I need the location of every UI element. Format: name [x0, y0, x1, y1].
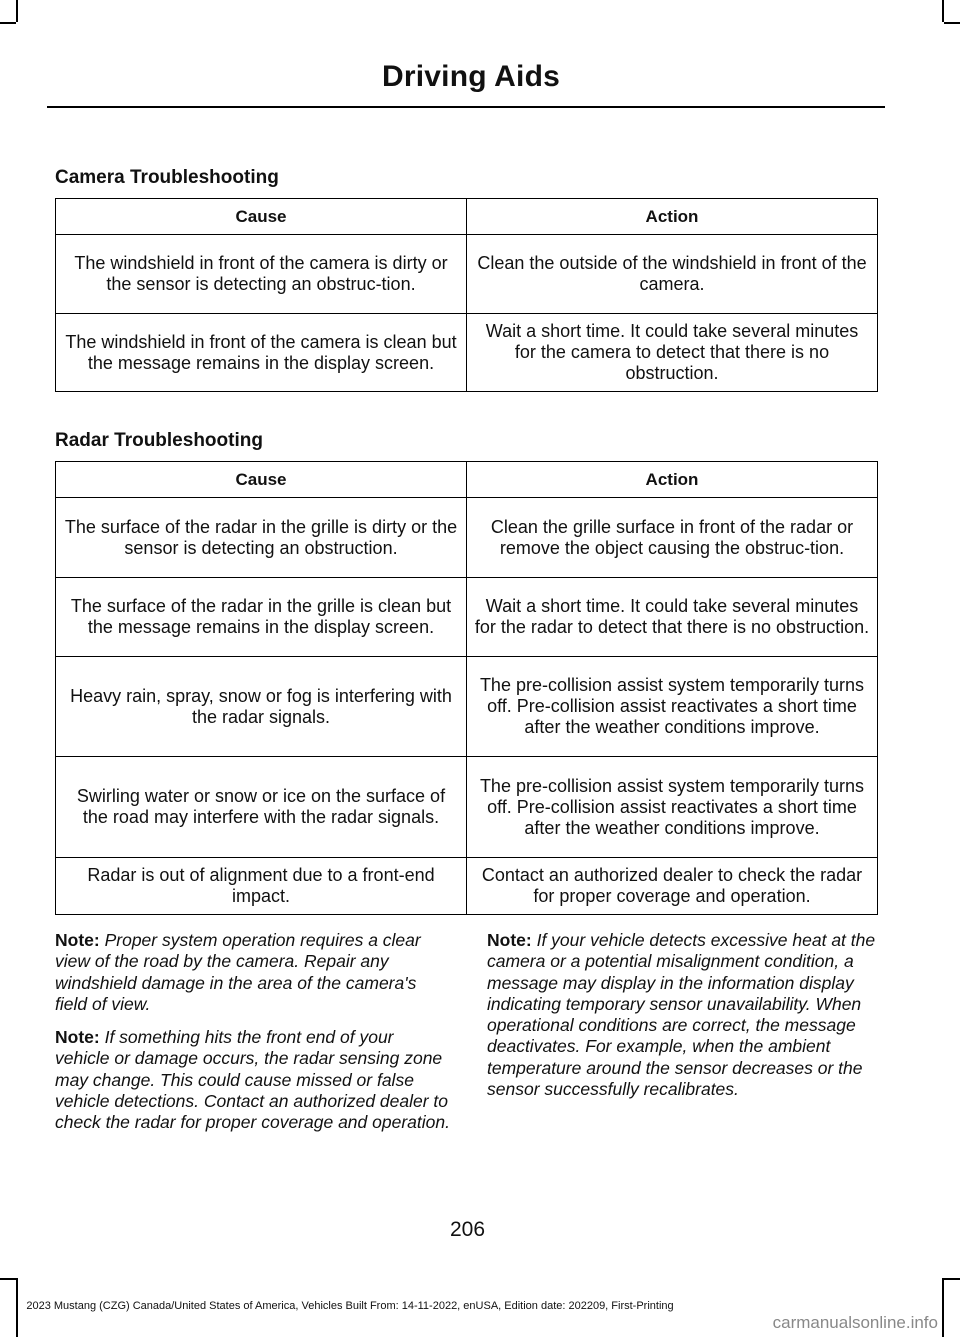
- cause-cell: The windshield in front of the camera is clean but the message remains in the display screen.: [56, 314, 467, 392]
- camera-troubleshooting-table: [55, 198, 878, 392]
- watermark: carmanualsonline.info: [772, 1313, 938, 1332]
- cause-cell: The surface of the radar in the grille is dirty or the sensor is detecting an obstruction.: [56, 498, 467, 578]
- table-row: [56, 235, 878, 314]
- action-cell: The pre-collision assist system temporarily turns off. Pre-collision assist reactivates a short time after the weather conditions improve.: [467, 657, 878, 757]
- cause-cell: Heavy rain, spray, snow or fog is interfering with the radar signals.: [56, 657, 467, 757]
- cause-cell: Swirling water or snow or ice on the surface of the road may interfere with the radar signals.: [56, 757, 467, 858]
- note-label: Note:: [487, 930, 532, 950]
- camera-troubleshooting-heading: Camera Troubleshooting: [55, 167, 279, 188]
- table-header-row: [56, 199, 878, 235]
- table-header-row: [56, 462, 878, 498]
- action-cell: Contact an authorized dealer to check the radar for proper coverage and operation.: [467, 858, 878, 915]
- note-text: If something hits the front end of your vehicle or damage occurs, the radar sensing zone may change. This could cause missed or false vehicle detections. Contact an authorized dealer to check the radar for proper coverage and operation.: [55, 1027, 450, 1133]
- column-header-cause: Cause: [56, 462, 467, 498]
- cause-cell: The windshield in front of the camera is dirty or the sensor is detecting an obstruc-tion.: [56, 235, 467, 314]
- table-row: [56, 314, 878, 392]
- cause-cell: The surface of the radar in the grille is clean but the message remains in the display screen.: [56, 578, 467, 657]
- footer-edition-info: 2023 Mustang (CZG) Canada/United States of America, Vehicles Built From: 14-11-2022, enUSA, Edition date: 202209, First-Printing: [26, 1300, 674, 1312]
- crop-mark: [16, 0, 18, 22]
- note: [487, 930, 881, 1100]
- crop-mark: [0, 1278, 16, 1280]
- table-row: [56, 757, 878, 858]
- crop-mark: [942, 0, 944, 22]
- crop-mark: [942, 1278, 944, 1337]
- header-divider: [47, 106, 885, 108]
- table-row: [56, 578, 878, 657]
- column-header-cause: Cause: [56, 199, 467, 235]
- notes-left-column: [55, 930, 450, 1146]
- column-header-action: Action: [467, 462, 878, 498]
- table-row: [56, 657, 878, 757]
- page-title: Driving Aids: [382, 60, 560, 93]
- note-text: Proper system operation requires a clear view of the road by the camera. Repair any windshield damage in the area of the camera's field of view.: [55, 930, 421, 1014]
- note-label: Note:: [55, 1027, 100, 1048]
- action-cell: Wait a short time. It could take several minutes for the camera to detect that there is no obstruction.: [467, 314, 878, 392]
- table-row: [56, 858, 878, 915]
- page-number: 206: [449, 1218, 486, 1241]
- action-cell: Clean the outside of the windshield in front of the camera.: [467, 235, 878, 314]
- note: [55, 930, 450, 1015]
- column-header-action: Action: [467, 199, 878, 235]
- notes-right-column: [487, 930, 881, 1112]
- action-cell: Wait a short time. It could take several minutes for the radar to detect that there is no obstruction.: [467, 578, 878, 657]
- crop-mark: [944, 1278, 960, 1280]
- table-row: [56, 498, 878, 578]
- crop-mark: [0, 22, 16, 24]
- crop-mark: [944, 22, 960, 24]
- cause-cell: Radar is out of alignment due to a front-end impact.: [56, 858, 467, 915]
- note: [55, 1027, 450, 1133]
- note-text: If your vehicle detects excessive heat at the camera or a potential misalignment condition, a message may display in the information display indicating temporary sensor unavailability. When operational conditions are correct, the message deactivates. For example, when the ambient temperature around the sensor decreases or the sensor successfully recalibrates.: [487, 930, 876, 1100]
- radar-troubleshooting-heading: Radar Troubleshooting: [55, 430, 263, 451]
- action-cell: The pre-collision assist system temporarily turns off. Pre-collision assist reactivates a short time after the weather conditions improve.: [467, 757, 878, 858]
- action-cell: Clean the grille surface in front of the radar or remove the object causing the obstruc-tion.: [467, 498, 878, 578]
- note-label: Note:: [55, 930, 100, 950]
- radar-troubleshooting-table: [55, 461, 878, 915]
